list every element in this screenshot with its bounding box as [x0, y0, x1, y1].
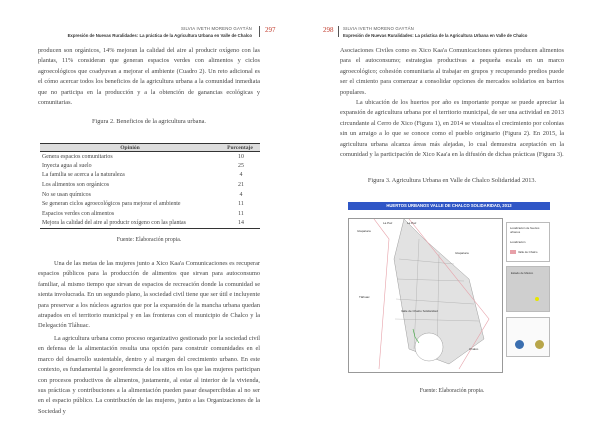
map-inset	[506, 266, 550, 312]
map-title-bar: HUERTOS URBANOS VALLE DE CHALCO SOLIDARIDAD, 2013	[348, 202, 550, 210]
map-label: Valle de Chalco Solidaridad	[401, 309, 438, 313]
map-figure	[348, 200, 560, 375]
legend-item: Valle de Chalco	[510, 250, 546, 254]
table-row	[40, 219, 260, 229]
figure-caption: Figura 2. Beneficios de la agricultura urbana.	[91, 118, 206, 125]
cell: Los alimentos son orgánicos	[42, 182, 110, 189]
table-row	[40, 161, 260, 171]
cell: Se generan ciclos agroecológicos para mejorar el ambiente	[42, 201, 181, 208]
header-divider	[338, 26, 339, 37]
figure-caption: Figura 3. Agricultura Urbana en Valle de Chalco Solidaridad 2013.	[367, 177, 537, 184]
cell: 11	[238, 210, 244, 217]
cell: Espacios verdes con alimentos	[42, 210, 115, 217]
cell: No se usan químicos	[42, 191, 91, 198]
map-frame	[348, 218, 503, 373]
table-header	[40, 144, 260, 152]
map-label: La Paz	[407, 221, 417, 225]
cell: 25	[238, 162, 244, 169]
map-label: Tláhuac	[359, 295, 370, 299]
page-number: 298	[323, 26, 334, 34]
location-marker	[535, 297, 539, 301]
header-divider	[259, 26, 260, 37]
source-note: Fuente: Elaboración propia.	[419, 388, 485, 394]
table-row	[40, 171, 260, 181]
cell: 10	[238, 153, 244, 160]
table-row	[40, 209, 260, 219]
paragraph: Asociaciones Civiles como es Xico Kaa'a Comunicaciones quienes producen alimentos para el autoconsumo; estrategias productivas a pequeña escala en un marco agroecológico; cohesión comunitaria al trabajar en grupos y recuperando predios puede ser el cimiento para comenzar a consolidar opciones de mercados solidarios en barrios populares.	[340, 47, 564, 96]
paragraph: La agricultura urbana como proceso organizativo gestionado por la sociedad civil en defensa de la alimentación resulta una opción para construir comunidades en el marco del desarrollo sustentable, dentro y al margen del crecimiento urbano. En este contexto, es fundamental la georeferencia de los sitios en los que las mujeres participan con procesos productivos de alimentos, justamente, al estar al interior de la vivienda, sus prácticas y contribuciones a la alimentación pueden pasar desapercibidas al no ser en el espacio público. La contribución de las mujeres, junto a las Organizaciones de la Sociedad y	[38, 335, 260, 415]
map-drawing	[349, 219, 503, 373]
logo-icon	[515, 340, 524, 349]
cell: 4	[239, 172, 243, 179]
benefits-table	[40, 143, 260, 229]
paragraph: La ubicación de los huertos por año es importante porque se puede apreciar la expansión de agricultura urbana por el territorio municipal, de ser una actividad en 2013 circundante al Cerro de Xico (Figura 1), en 2014 se visualiza el crecimiento por colonias sin un arraigo a lo que se conoce como el pueblo originario (Figura 2). En 2015, la agricultura urbana alcanza áreas más alejadas, lo cual demuestra aceptación en la comunidad y la participación de Xico Kaa'a en la difusión de dichas prácticas (Figura 3).	[340, 99, 564, 159]
legend-title: Localización de huertos urbanos	[510, 226, 540, 234]
table-row	[40, 180, 260, 190]
map-label: Ixtapaluca	[357, 229, 371, 233]
inset-label: Estado de México	[511, 271, 534, 275]
paragraph: Una de las metas de las mujeres junto a Xico Kaa'a Comunicaciones es recuperar espacios públicos para la producción de alimentos que sirvan para autoconsumo familiar, al mismo tiempo que sirvan de espacios de recreación donde la comunidad se sienta involucrada. En un segundo plano, la sociedad civil tiene que ser útil e incluyente para preservar a los núcleos agrarios que por la expansión de la mancha urbana quedan atrapados en el territorio municipal y en las fronteras con el municipio de Chalco y la Delegación Tláhuac.	[38, 260, 260, 330]
legend-item: Localización	[510, 240, 526, 244]
column-header: Porcentaje	[220, 144, 260, 152]
cell: Mejora la calidad del aire al producir oxígeno con las plantas	[40, 219, 220, 229]
map-legend	[506, 222, 550, 262]
cell: Genera espacios comunitarios	[42, 153, 113, 160]
cell: 4	[239, 191, 243, 198]
header-title: Expresión de Nuevas Ruralidades: La práctica de la Agricultura Urbana en Valle de Chalco	[67, 33, 252, 38]
page-number: 297	[265, 26, 276, 34]
table-row	[40, 152, 260, 162]
map-label: La Paz	[383, 221, 393, 225]
table-row	[40, 199, 260, 209]
header-author: SILVIA IVETH MORENO GAYTÁN	[181, 26, 252, 31]
right-page	[300, 0, 600, 440]
cell: La familia se acerca a la naturaleza	[42, 172, 125, 179]
map-label: Ixtapaluca	[455, 251, 469, 255]
cell: 14	[220, 219, 260, 229]
logo-icon	[535, 340, 544, 349]
cell: 21	[238, 182, 244, 189]
cell: 11	[238, 201, 244, 208]
column-header: Opinión	[40, 144, 220, 152]
table-row	[40, 190, 260, 200]
header-title: Expresión de Nuevas Ruralidades: La práctica de la Agricultura Urbana en Valle de Chalco	[343, 33, 528, 38]
map-label: Chalco	[469, 347, 479, 351]
source-note: Fuente: Elaboración propia.	[116, 237, 182, 243]
map-credits	[506, 317, 550, 357]
paragraph: producen son orgánicos, 14% mejoran la calidad del aire al producir oxígeno con las plantas, 11% consideran que generan espacios verdes con alimentos y ciclos agroecológicos que coadyuvan a mejorar el ambiente (Cuadro 2). Un reto adicional es el cómo acercar todos los beneficios de la agricultura urbana a la comunidad inmediata que no participa en la producción y a la obtención de ganancias ecológicas y comunitarias.	[38, 47, 260, 107]
header-author: SILVIA IVETH MORENO GAYTÁN	[343, 26, 414, 31]
cell: Inyecta agua al suelo	[42, 162, 92, 169]
